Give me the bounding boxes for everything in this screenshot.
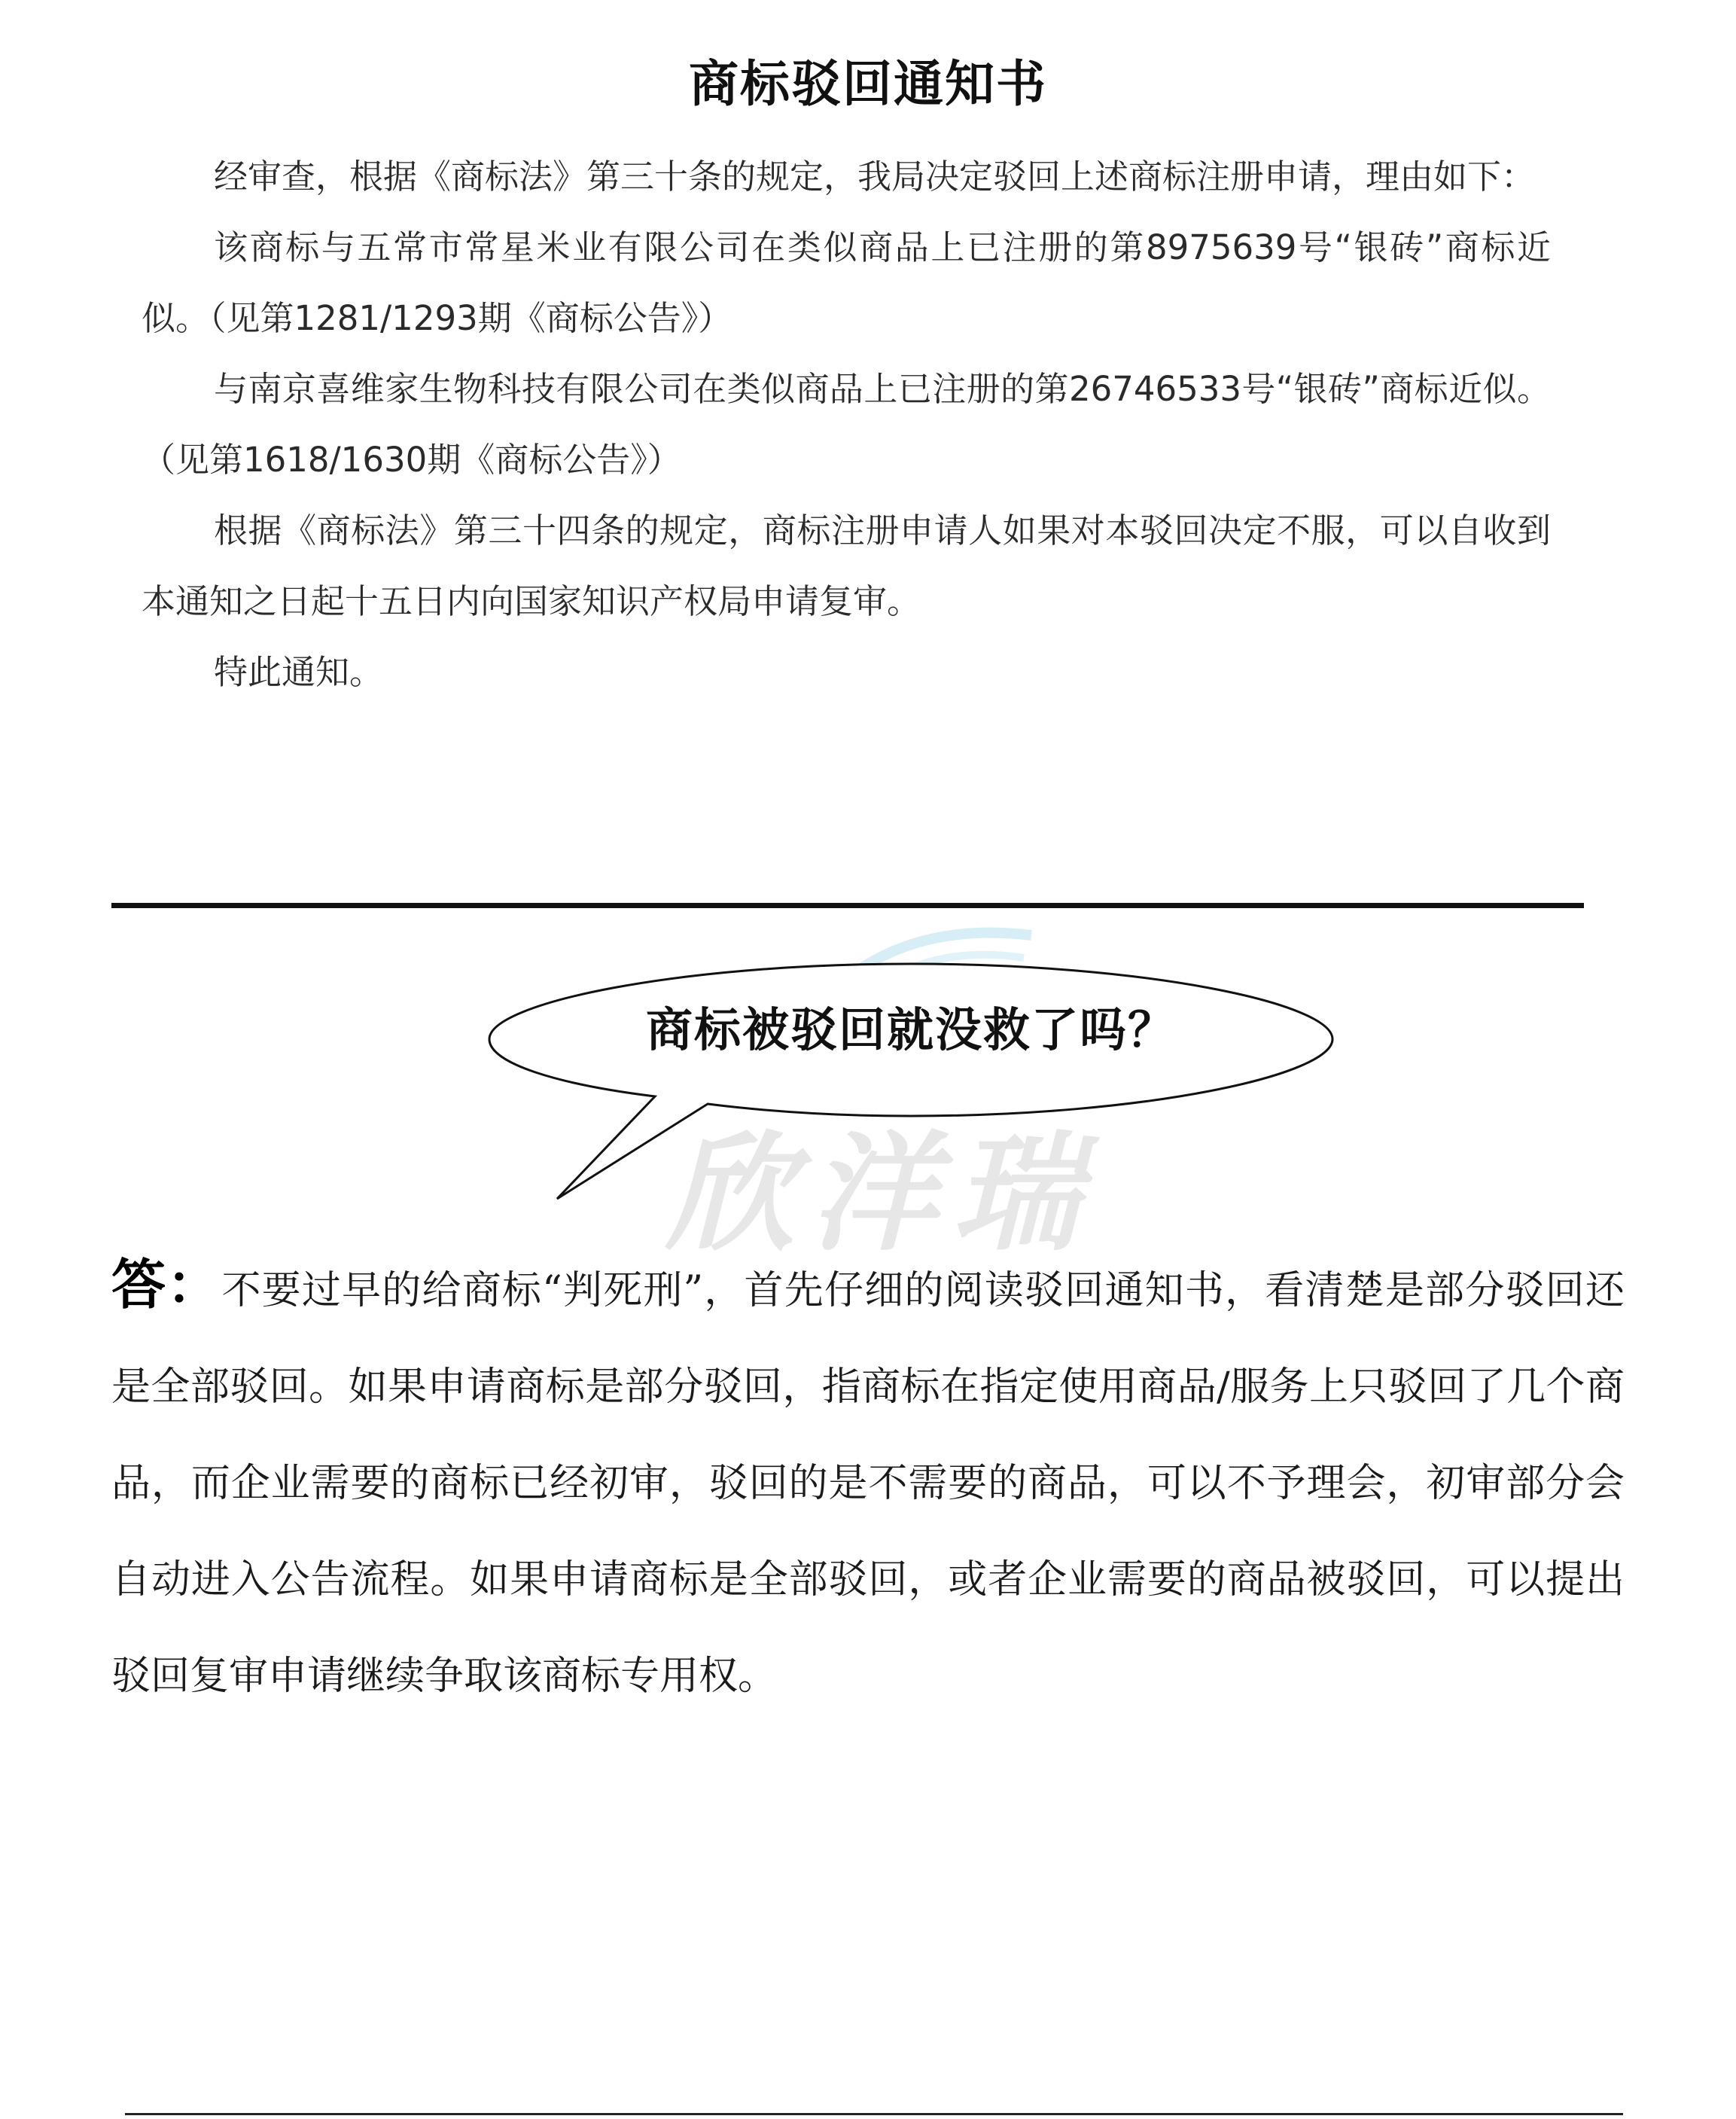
notice-paragraph: 与南京喜维家生物科技有限公司在类似商品上已注册的第26746533号“银砖”商标近似。（见第1618/1630期《商标公告》）: [142, 369, 1551, 480]
answer-block: [111, 1236, 1625, 1724]
divider-bottom: [125, 2113, 1623, 2115]
notice-body: [142, 142, 1551, 708]
notice-paragraph: 特此通知。: [214, 652, 384, 692]
notice-paragraph: 根据《商标法》第三十四条的规定，商标注册申请人如果对本驳回决定不服，可以自收到本通知之日起十五日内向国家知识产权局申请复审。: [142, 511, 1551, 621]
divider-top: [111, 903, 1584, 908]
answer-text: 不要过早的给商标“判死刑”，首先仔细的阅读驳回通知书，看清楚是部分驳回还是全部驳回。如果申请商标是部分驳回，指商标在指定使用商品/服务上只驳回了几个商品，而企业需要的商标已经初审，驳回的是不需要的商品，可以不予理会，初审部分会自动进入公告流程。如果申请商标是全部驳回，或者企业需要的商品被驳回，可以提出驳回复审申请继续争取该商标专用权。: [111, 1268, 1625, 1699]
notice-title: 商标驳回通知书: [689, 55, 1047, 113]
notice-paragraph: 经审查，根据《商标法》第三十条的规定，我局决定驳回上述商标注册申请，理由如下：: [214, 157, 1536, 197]
bubble-question: 商标被驳回就没救了吗？: [645, 1002, 1176, 1057]
answer-label: 答：: [111, 1252, 222, 1316]
notice-paragraph: 该商标与五常市常星米业有限公司在类似商品上已注册的第8975639号“银砖”商标近似。（见第1281/1293期《商标公告》）: [142, 227, 1551, 338]
watermark: 欣洋瑞: [665, 1119, 1095, 1269]
